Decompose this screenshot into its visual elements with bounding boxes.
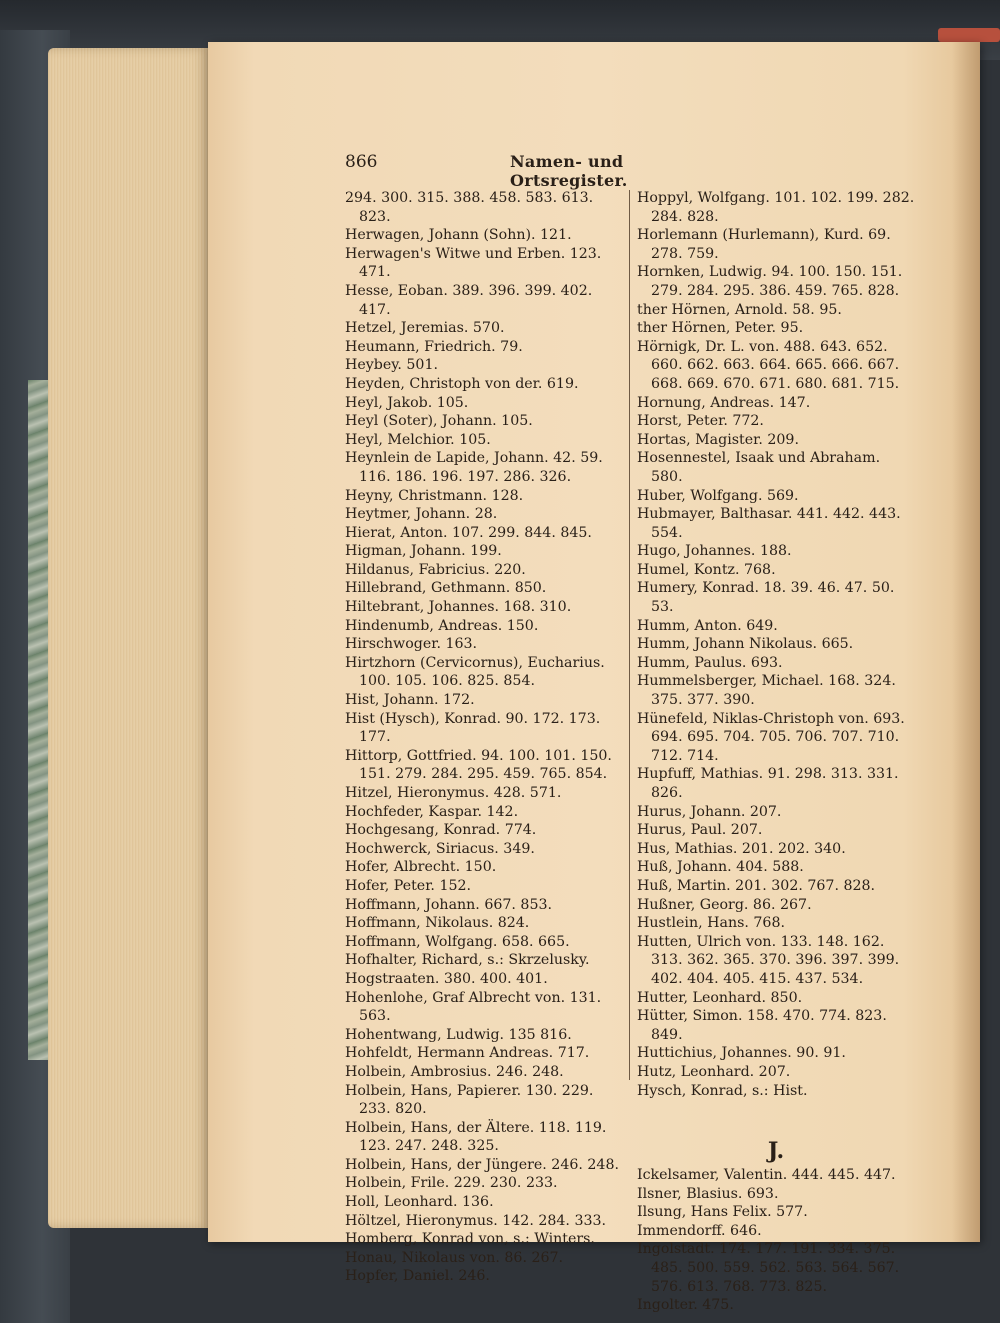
index-entry: Holbein, Ambrosius. 246. 248. bbox=[345, 1063, 564, 1080]
index-entry: Hysch, Konrad, s.: Hist. bbox=[637, 1082, 808, 1099]
page-edges bbox=[48, 48, 208, 1228]
index-entry: Hierat, Anton. 107. 299. 844. 845. bbox=[345, 524, 592, 541]
index-entry: Hist, Johann. 172. bbox=[345, 692, 475, 709]
index-entry: Hutter, Leonhard. 850. bbox=[637, 989, 803, 1006]
index-entry: Hopfer, Daniel. 246. bbox=[345, 1268, 490, 1285]
index-entry: Hutz, Leonhard. 207. bbox=[637, 1063, 791, 1080]
index-entry: Humery, Konrad. 18. 39. 46. 47. 50. 53. bbox=[637, 580, 895, 616]
index-entry: Hohenlohe, Graf Albrecht von. 131. 563. bbox=[345, 989, 602, 1025]
index-entry: Hoppyl, Wolfgang. 101. 102. 199. 282. 284. 828. bbox=[637, 190, 915, 225]
index-entry: Heyl, Jakob. 105. bbox=[345, 394, 469, 411]
index-entry: Hoffmann, Johann. 667. 853. bbox=[345, 896, 553, 913]
index-entry: Hohfeldt, Hermann Andreas. 717. bbox=[345, 1045, 590, 1062]
index-entry: Hirtzhorn (Cervicornus), Eucharius. 100. 105. 106. 825. 854. bbox=[345, 654, 605, 690]
index-entry: Holbein, Hans, Papierer. 130. 229. 233. 820. bbox=[345, 1082, 594, 1118]
index-entry: Humm, Paulus. 693. bbox=[637, 654, 783, 671]
page-gutter bbox=[952, 42, 980, 1242]
index-entry: ther Hörnen, Peter. 95. bbox=[637, 320, 804, 337]
index-entry: Hofer, Peter. 152. bbox=[345, 877, 472, 894]
page-number: 866 bbox=[345, 152, 378, 172]
index-entry: Höltzel, Hieronymus. 142. 284. 333. bbox=[345, 1212, 607, 1229]
index-entry: Hohentwang, Ludwig. 135 816. bbox=[345, 1026, 572, 1043]
index-entry: Herwagen's Witwe und Erben. 123. 471. bbox=[345, 245, 602, 281]
column-divider bbox=[629, 190, 630, 1080]
index-entry: Hetzel, Jeremias. 570. bbox=[345, 320, 505, 337]
index-entry: Hünefeld, Niklas-Christoph von. 693. 694. 695. 704. 705. 706. 707. 710. 712. 714. bbox=[637, 710, 905, 764]
index-entry: Hochfeder, Kaspar. 142. bbox=[345, 803, 519, 820]
index-entry: Hornken, Ludwig. 94. 100. 150. 151. 279. 284. 295. 386. 459. 765. 828. bbox=[637, 264, 903, 299]
index-entry: Heumann, Friedrich. 79. bbox=[345, 338, 523, 355]
index-entry: Hesse, Eoban. 389. 396. 399. 402. 417. bbox=[345, 282, 593, 318]
right-column bbox=[637, 189, 915, 1315]
index-entry: Hugo, Johannes. 188. bbox=[637, 543, 792, 560]
index-entry: Honau, Nikolaus von. 86. 267. bbox=[345, 1249, 564, 1266]
index-entry: Hummelsberger, Michael. 168. 324. 375. 377. 390. bbox=[637, 673, 896, 709]
index-entry: Holl, Leonhard. 136. bbox=[345, 1194, 494, 1211]
index-entry: Homberg, Konrad von, s.: Winters. bbox=[345, 1231, 595, 1248]
index-entry: Hochgesang, Konrad. 774. bbox=[345, 822, 537, 839]
index-entry: Huber, Wolfgang. 569. bbox=[637, 487, 799, 504]
index-entry: Heyden, Christoph von der. 619. bbox=[345, 375, 579, 392]
index-entry: Hörnigk, Dr. L. von. 488. 643. 652. 660. 662. 663. 664. 665. 666. 667. 668. 669. 670. 671. 680. 681. 715. bbox=[637, 338, 900, 392]
index-entry: Hosennestel, Isaak und Abraham. 580. bbox=[637, 450, 881, 485]
index-entry: Hupfuff, Mathias. 91. 298. 313. 331. 826. bbox=[637, 766, 899, 801]
index-entry: Hildanus, Fabricius. 220. bbox=[345, 561, 526, 578]
index-entry: Hutten, Ulrich von. 133. 148. 162. 313. 362. 365. 370. 396. 397. 399. 402. 404. 405. 415. 437. 534. bbox=[637, 933, 900, 987]
left-column bbox=[345, 189, 623, 1286]
index-entry: Hustlein, Hans. 768. bbox=[637, 915, 785, 932]
index-entry: Heytmer, Johann. 28. bbox=[345, 506, 498, 523]
index-entry: Heybey. 501. bbox=[345, 357, 438, 374]
index-entry: Hittorp, Gottfried. 94. 100. 101. 150. 151. 279. 284. 295. 459. 765. 854. bbox=[345, 747, 612, 783]
index-entry: Huttichius, Johannes. 90. 91. bbox=[637, 1045, 846, 1062]
index-entry: Hußner, Georg. 86. 267. bbox=[637, 896, 812, 913]
index-entry: Hus, Mathias. 201. 202. 340. bbox=[637, 840, 846, 857]
index-entry: Holbein, Hans, der Ältere. 118. 119. 123. 247. 248. 325. bbox=[345, 1119, 607, 1155]
index-entry: Heynlein de Lapide, Johann. 42. 59. 116. 186. 196. 197. 286. 326. bbox=[345, 450, 603, 485]
index-entry: Hillebrand, Gethmann. 850. bbox=[345, 580, 547, 597]
index-entry: Horlemann (Hurlemann), Kurd. 69. 278. 759. bbox=[637, 227, 891, 262]
index-entry: Higman, Johann. 199. bbox=[345, 543, 502, 560]
running-title: Namen- und Ortsregister. bbox=[510, 152, 628, 190]
index-entry: Humm, Johann Nikolaus. 665. bbox=[637, 636, 854, 653]
index-entry: Hogstraaten. 380. 400. 401. bbox=[345, 970, 548, 987]
index-entry: Hubmayer, Balthasar. 441. 442. 443. 554. bbox=[637, 506, 901, 541]
index-entry: Ilsung, Hans Felix. 577. bbox=[637, 1204, 808, 1221]
index-entry: Ilsner, Blasius. 693. bbox=[637, 1185, 779, 1202]
section-gap bbox=[637, 1100, 915, 1136]
index-entry: Hitzel, Hieronymus. 428. 571. bbox=[345, 785, 562, 801]
index-entry: Hoffmann, Nikolaus. 824. bbox=[345, 915, 530, 932]
index-entry: Hornung, Andreas. 147. bbox=[637, 394, 811, 411]
index-entry: Hochwerck, Siriacus. 349. bbox=[345, 840, 535, 857]
index-entry: Heyl, Melchior. 105. bbox=[345, 431, 491, 448]
index-entry: Heyl (Soter), Johann. 105. bbox=[345, 413, 533, 430]
index-entry: Ingolstadt. 174. 177. 191. 334. 375. 485. 500. 559. 562. 563. 564. 567. 576. 613. 768. 773. 825. bbox=[637, 1241, 900, 1295]
index-entry: Herwagen, Johann (Sohn). 121. bbox=[345, 227, 572, 244]
index-entry: Hofhalter, Richard, s.: Skrzelusky. bbox=[345, 952, 590, 969]
index-entry: Hortas, Magister. 209. bbox=[637, 431, 799, 448]
page-header bbox=[345, 152, 745, 190]
ribbon-marker bbox=[938, 28, 1000, 42]
index-entry: Holbein, Hans, der Jüngere. 246. 248. bbox=[345, 1156, 619, 1173]
index-entry: Hoffmann, Wolfgang. 658. 665. bbox=[345, 933, 570, 950]
index-entry: Heyny, Christmann. 128. bbox=[345, 487, 524, 504]
index-entry: Hütter, Simon. 158. 470. 774. 823. 849. bbox=[637, 1008, 887, 1043]
section-letter-heading: J. bbox=[767, 1138, 785, 1165]
index-entry: Hurus, Johann. 207. bbox=[637, 803, 782, 820]
index-entry: Humm, Anton. 649. bbox=[637, 617, 778, 634]
index-entry: ther Hörnen, Arnold. 58. 95. bbox=[637, 301, 842, 318]
index-entry: Hofer, Albrecht. 150. bbox=[345, 859, 497, 876]
index-entry: Hist (Hysch), Konrad. 90. 172. 173. 177. bbox=[345, 710, 601, 746]
index-entry: Ingolter. 475. bbox=[637, 1297, 734, 1314]
index-entry: Ickelsamer, Valentin. 444. 445. 447. bbox=[637, 1167, 896, 1184]
index-entry: Hurus, Paul. 207. bbox=[637, 822, 763, 839]
index-entry: Huß, Johann. 404. 588. bbox=[637, 859, 804, 876]
index-entry: 294. 300. 315. 388. 458. 583. 613. 823. bbox=[345, 190, 594, 225]
index-entry: Hirschwoger. 163. bbox=[345, 636, 478, 653]
index-entry: Holbein, Frile. 229. 230. 233. bbox=[345, 1175, 558, 1192]
index-entry: Hindenumb, Andreas. 150. bbox=[345, 617, 539, 634]
index-entry: Immendorff. 646. bbox=[637, 1222, 762, 1239]
index-entry: Humel, Kontz. 768. bbox=[637, 561, 776, 578]
index-entry: Hiltebrant, Johannes. 168. 310. bbox=[345, 599, 572, 616]
index-entry: Huß, Martin. 201. 302. 767. 828. bbox=[637, 877, 876, 894]
index-entry: Horst, Peter. 772. bbox=[637, 413, 764, 430]
